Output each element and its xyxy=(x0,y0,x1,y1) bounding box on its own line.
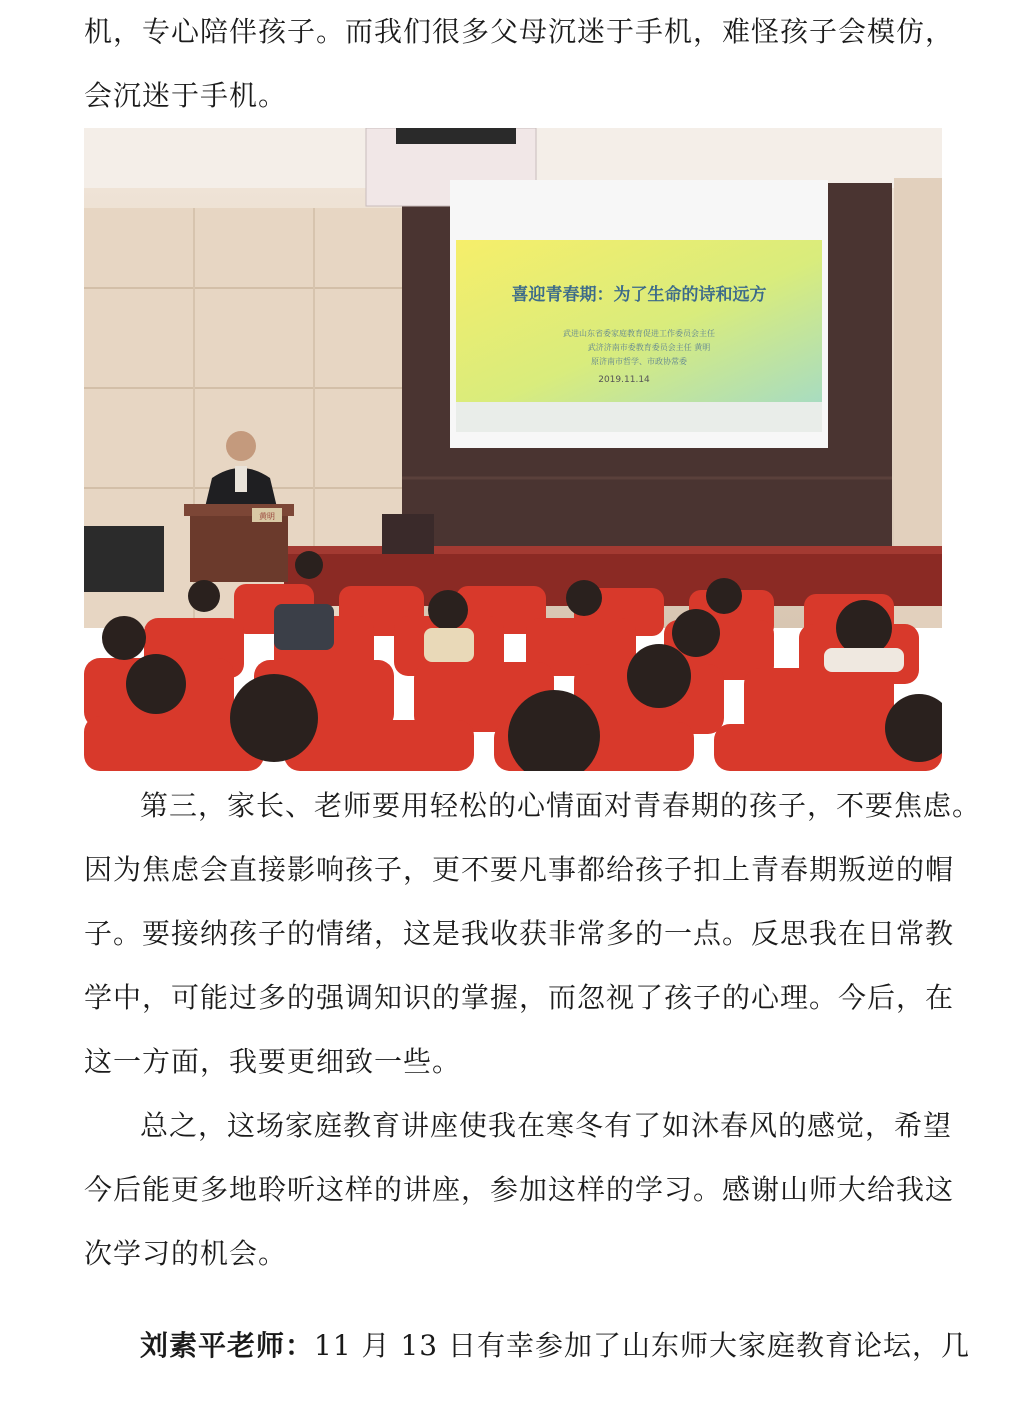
paragraph-line: 这一方面，我要更细致一些。 xyxy=(84,1045,462,1078)
podium-nameplate: 黄明 xyxy=(259,512,275,521)
speaker-name: 刘素平老师： xyxy=(140,1329,315,1362)
paragraph-line: 学中，可能过多的强调知识的掌握，而忽视了孩子的心理。今后，在 xyxy=(84,981,955,1014)
slide-subtitle: 武济济南市委教育委员会主任 黄明 xyxy=(587,343,711,352)
paragraph-line: 总之，这场家庭教育讲座使我在寒冬有了如沐春风的感觉，希望 xyxy=(140,1109,953,1142)
paragraph-line: 会沉迷于手机。 xyxy=(84,79,288,112)
lecture-photo xyxy=(84,128,942,771)
paragraph-line xyxy=(140,1326,970,1366)
slide-subtitle: 原济南市哲学、市政协常委 xyxy=(591,357,687,366)
slide-title: 喜迎青春期：为了生命的诗和远方 xyxy=(511,285,767,305)
slide-date: 2019.11.14 xyxy=(598,375,650,385)
paragraph-line: 因为焦虑会直接影响孩子，更不要凡事都给孩子扣上青春期叛逆的帽 xyxy=(84,853,955,886)
paragraph-line: 子。要接纳孩子的情绪，这是我收获非常多的一点。反思我在日常教 xyxy=(84,917,955,950)
paragraph-text: 11 月 13 日有幸参加了山东师大家庭教育论坛，几 xyxy=(314,1329,970,1362)
paragraph-line: 次学习的机会。 xyxy=(84,1237,288,1270)
paragraph-line: 机，专心陪伴孩子。而我们很多父母沉迷于手机，难怪孩子会模仿， xyxy=(84,15,955,48)
paragraph-line: 第三，家长、老师要用轻松的心情面对青春期的孩子，不要焦虑。 xyxy=(140,789,982,822)
paragraph-line: 今后能更多地聆听这样的讲座，参加这样的学习。感谢山师大给我这 xyxy=(84,1173,955,1206)
slide-subtitle: 武进山东省委家庭教育促进工作委员会主任 xyxy=(563,329,715,338)
